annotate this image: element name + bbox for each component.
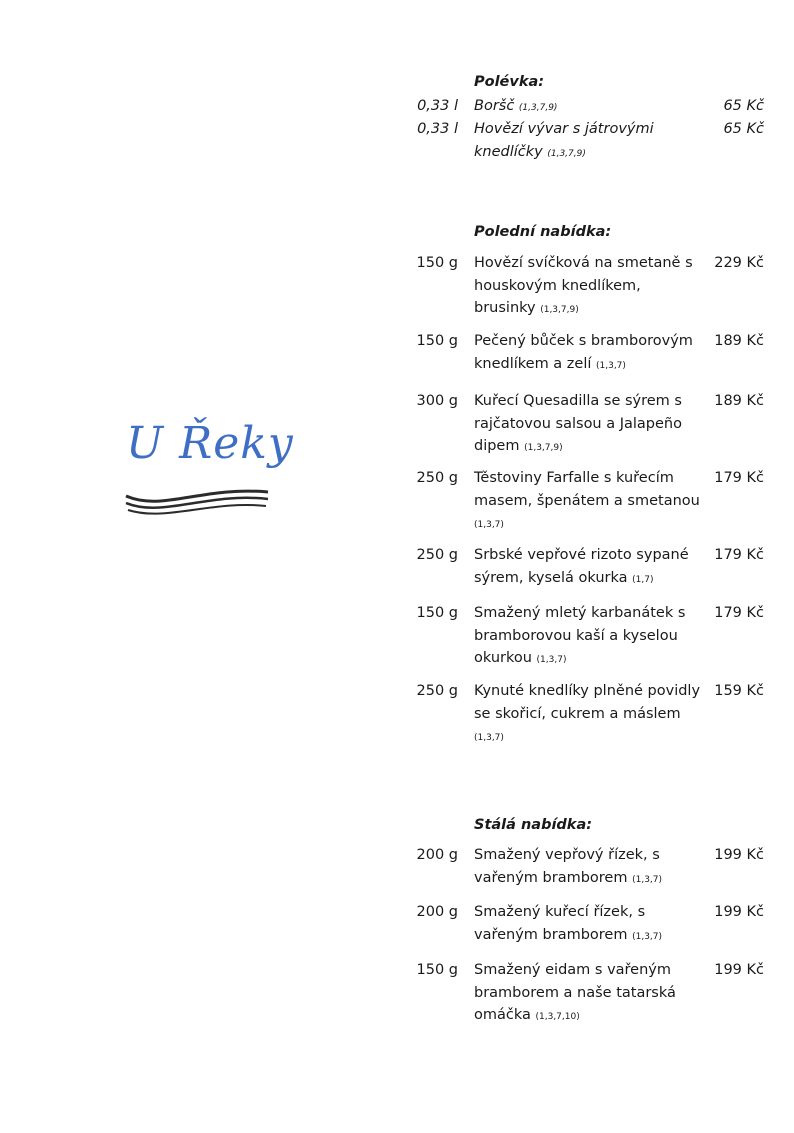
item-price: 159 Kč — [714, 683, 764, 699]
item-name: Srbské vepřové rizoto sypané sýrem, kyselá okurka — [474, 547, 689, 586]
item-quantity: 150 g — [416, 333, 458, 349]
item-price: 65 Kč — [723, 98, 764, 114]
item-price: 199 Kč — [714, 847, 764, 863]
item-name-wrap — [474, 901, 706, 948]
section-title: Polední nabídka: — [474, 224, 612, 240]
item-quantity: 150 g — [416, 962, 458, 978]
item-allergens: (1,3,7) — [632, 931, 663, 942]
item-name: Smažený kuřecí řízek, s vařeným bramborem — [474, 904, 646, 943]
item-name-wrap — [474, 844, 706, 891]
item-name-wrap — [474, 390, 706, 460]
item-name: Hovězí vývar s játrovými knedlíčky — [474, 121, 654, 160]
item-allergens: (1,3,7) — [474, 520, 504, 530]
item-name: Hovězí svíčková na smetaně s houskovým knedlíkem, brusinky — [474, 255, 693, 316]
item-allergens: (1,3,7,9) — [518, 103, 558, 113]
item-allergens: (1,3,7) — [596, 360, 626, 371]
item-name: Kuřecí Quesadilla se sýrem s rajčatovou salsou a Jalapeño dipem — [474, 393, 682, 454]
item-name: Kynuté knedlíky plněné povidly se skořicí, cukrem a máslem — [474, 683, 701, 722]
item-name-wrap — [474, 467, 706, 537]
item-allergens: (1,3,7,9) — [547, 148, 586, 159]
item-allergens: (1,3,7,9) — [524, 443, 563, 453]
item-allergens: (1,3,7,10) — [535, 1012, 580, 1022]
item-name-wrap — [474, 95, 674, 120]
item-quantity: 150 g — [416, 605, 458, 621]
item-allergens: (1,3,7) — [474, 733, 504, 743]
item-name: Těstoviny Farfalle s kuřecím masem, špenátem a smetanou — [474, 470, 700, 509]
item-quantity: 200 g — [416, 904, 458, 920]
item-quantity: 250 g — [416, 470, 458, 486]
item-name: Smažený eidam s vařeným bramborem a naše tatarská omáčka — [474, 962, 676, 1023]
item-quantity: 150 g — [416, 255, 458, 271]
item-price: 179 Kč — [714, 470, 764, 486]
item-name-wrap — [474, 959, 706, 1029]
item-price: 199 Kč — [714, 962, 764, 978]
item-quantity: 200 g — [416, 847, 458, 863]
item-name-wrap — [474, 330, 706, 377]
item-name-wrap — [474, 118, 674, 165]
item-price: 65 Kč — [723, 121, 764, 137]
item-name-wrap — [474, 680, 706, 750]
item-quantity: 0,33 l — [417, 98, 458, 114]
item-name-wrap — [474, 252, 706, 322]
item-name: Smažený mletý karbanátek s bramborovou kaší a kyselou okurkou — [474, 605, 686, 666]
section-title: Polévka: — [474, 74, 545, 90]
item-quantity: 250 g — [416, 547, 458, 563]
section-title: Stálá nabídka: — [474, 817, 593, 833]
item-quantity: 250 g — [416, 683, 458, 699]
item-name: Pečený bůček s bramborovým knedlíkem a zelí — [474, 333, 693, 372]
item-name-wrap — [474, 602, 706, 672]
wave-lines-icon — [122, 482, 272, 526]
item-allergens: (1,7) — [632, 574, 654, 585]
item-name-wrap — [474, 544, 706, 591]
item-name: Smažený vepřový řízek, s vařeným bramborem — [474, 847, 660, 886]
item-price: 229 Kč — [714, 255, 764, 271]
item-price: 189 Kč — [714, 393, 764, 409]
item-allergens: (1,3,7,9) — [540, 305, 579, 315]
item-quantity: 0,33 l — [417, 121, 458, 137]
logo-text: U Řeky — [126, 418, 294, 469]
item-price: 189 Kč — [714, 333, 764, 349]
restaurant-logo — [122, 418, 294, 528]
item-price: 199 Kč — [714, 904, 764, 920]
item-price: 179 Kč — [714, 605, 764, 621]
item-allergens: (1,3,7) — [632, 874, 663, 885]
item-price: 179 Kč — [714, 547, 764, 563]
item-name: Boršč — [474, 98, 515, 114]
item-allergens: (1,3,7) — [536, 655, 567, 665]
item-quantity: 300 g — [416, 393, 458, 409]
